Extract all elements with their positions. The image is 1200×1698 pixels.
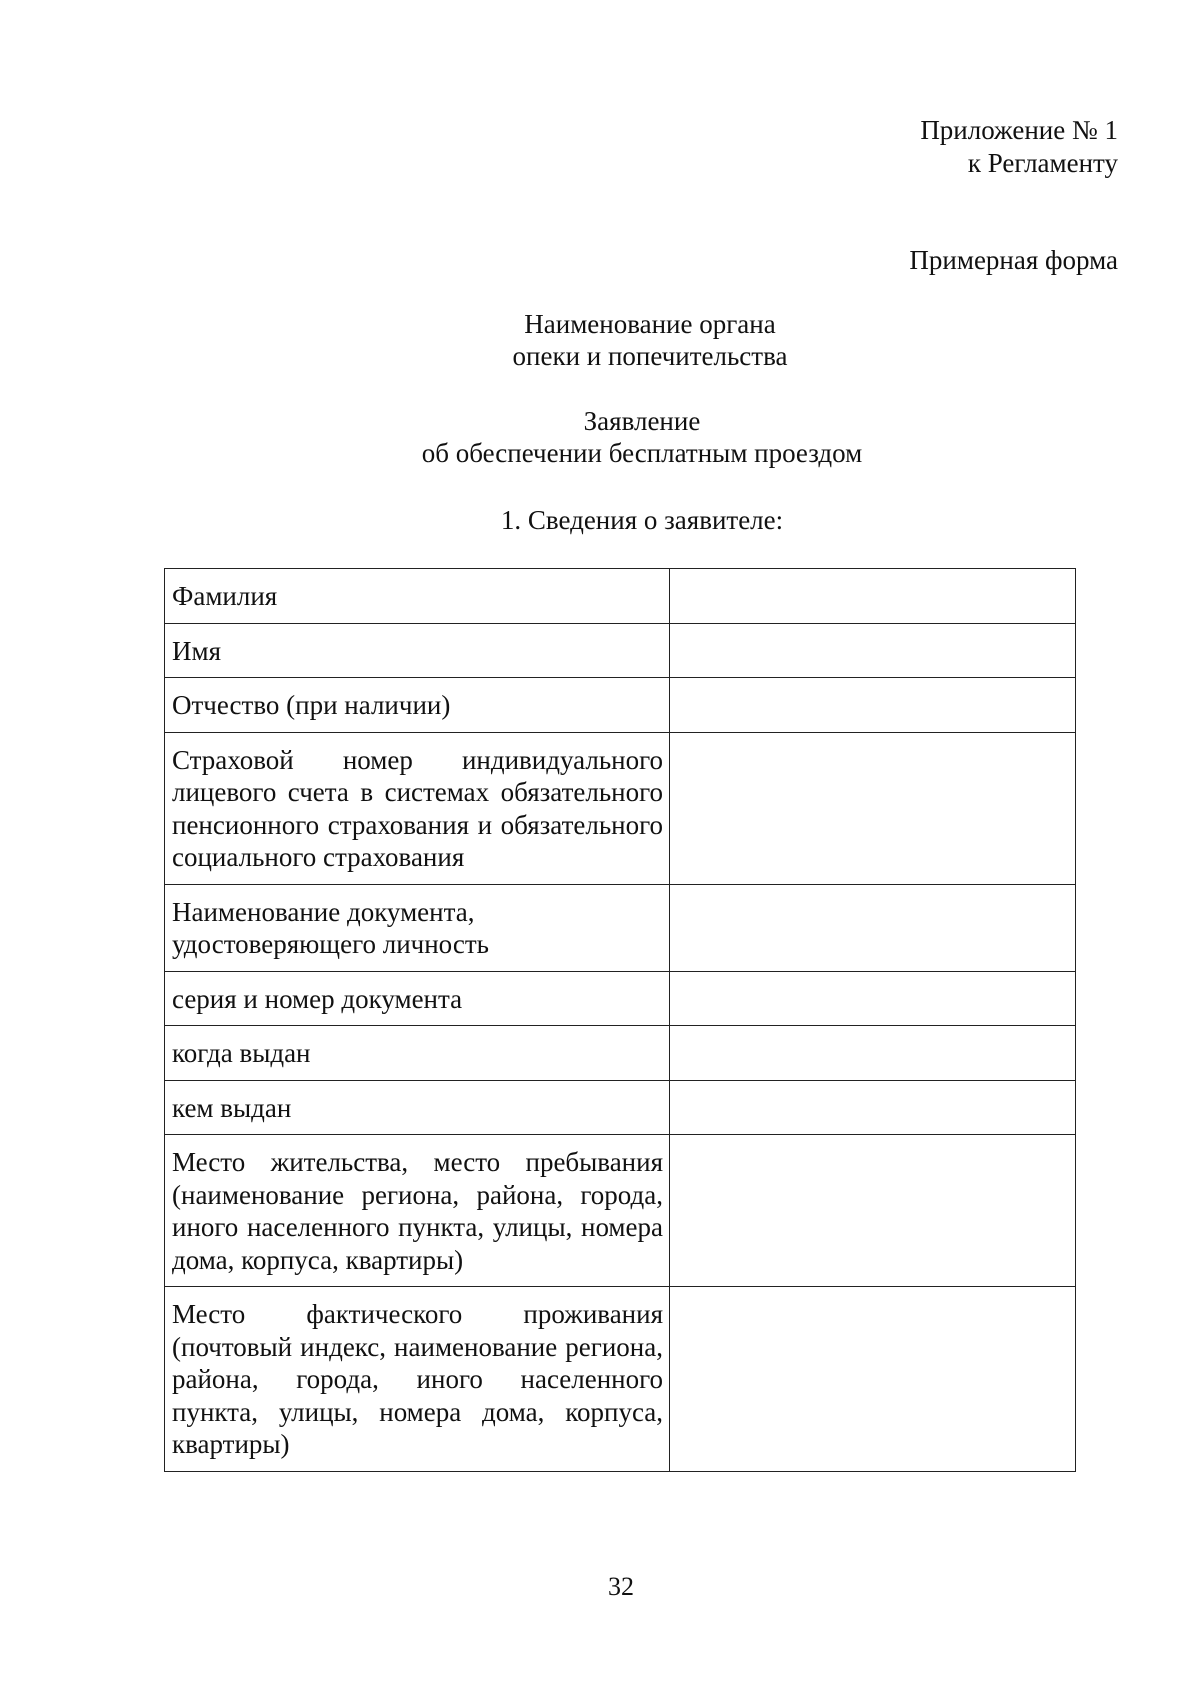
row-value-snils[interactable] bbox=[670, 732, 1076, 884]
row-label-issue-date: когда выдан bbox=[165, 1026, 670, 1081]
table-row bbox=[165, 623, 1076, 678]
row-value-id-document[interactable] bbox=[670, 884, 1076, 971]
authority-line-1: Наименование органа bbox=[524, 309, 776, 339]
row-label-name: Имя bbox=[165, 623, 670, 678]
row-value-actual-address[interactable] bbox=[670, 1287, 1076, 1472]
row-label-id-document: Наименование документа, удостоверяющего личность bbox=[165, 884, 670, 971]
row-value-patronymic[interactable] bbox=[670, 678, 1076, 733]
appendix-number: Приложение № 1 bbox=[920, 115, 1118, 145]
row-label-actual-address: Место фактического проживания (почтовый индекс, наименование региона, района, города, иного населенного пункта, улицы, номера дома, корпуса, квартиры) bbox=[165, 1287, 670, 1472]
section-title: 1. Сведения о заявителе: bbox=[500, 505, 784, 535]
row-label-issued-by: кем выдан bbox=[165, 1080, 670, 1135]
row-value-name[interactable] bbox=[670, 623, 1076, 678]
statement-subtitle: об обеспечении бесплатным проездом bbox=[421, 438, 863, 468]
table-row bbox=[165, 971, 1076, 1026]
table-row bbox=[165, 732, 1076, 884]
form-kind-label: Примерная форма bbox=[909, 245, 1118, 275]
row-value-surname[interactable] bbox=[670, 569, 1076, 624]
statement-heading bbox=[42, 405, 1200, 469]
authority-name bbox=[50, 308, 1200, 372]
row-value-document-series[interactable] bbox=[670, 971, 1076, 1026]
appendix-regulation: к Регламенту bbox=[967, 148, 1118, 178]
row-label-patronymic: Отчество (при наличии) bbox=[165, 678, 670, 733]
row-value-registration-address[interactable] bbox=[670, 1135, 1076, 1287]
row-label-snils: Страховой номер индивидуального лицевого счета в системах обязательного пенсионного страхования и обязательного социального страхования bbox=[165, 732, 670, 884]
table-row bbox=[165, 569, 1076, 624]
row-label-registration-address: Место жительства, место пребывания (наименование региона, района, города, иного населенного пункта, улицы, номера дома, корпуса, квартиры) bbox=[165, 1135, 670, 1287]
row-value-issued-by[interactable] bbox=[670, 1080, 1076, 1135]
table-row bbox=[165, 678, 1076, 733]
appendix-reference bbox=[920, 114, 1118, 180]
table-row bbox=[165, 1135, 1076, 1287]
page-number: 32 bbox=[608, 1572, 634, 1601]
row-label-document-series: серия и номер документа bbox=[165, 971, 670, 1026]
row-value-issue-date[interactable] bbox=[670, 1026, 1076, 1081]
table-row bbox=[165, 1080, 1076, 1135]
authority-line-2: опеки и попечительства bbox=[512, 341, 788, 371]
statement-title: Заявление bbox=[583, 406, 701, 436]
row-label-surname: Фамилия bbox=[165, 569, 670, 624]
table-row bbox=[165, 884, 1076, 971]
applicant-info-table bbox=[164, 568, 1076, 1472]
table-row bbox=[165, 1026, 1076, 1081]
table-row bbox=[165, 1287, 1076, 1472]
